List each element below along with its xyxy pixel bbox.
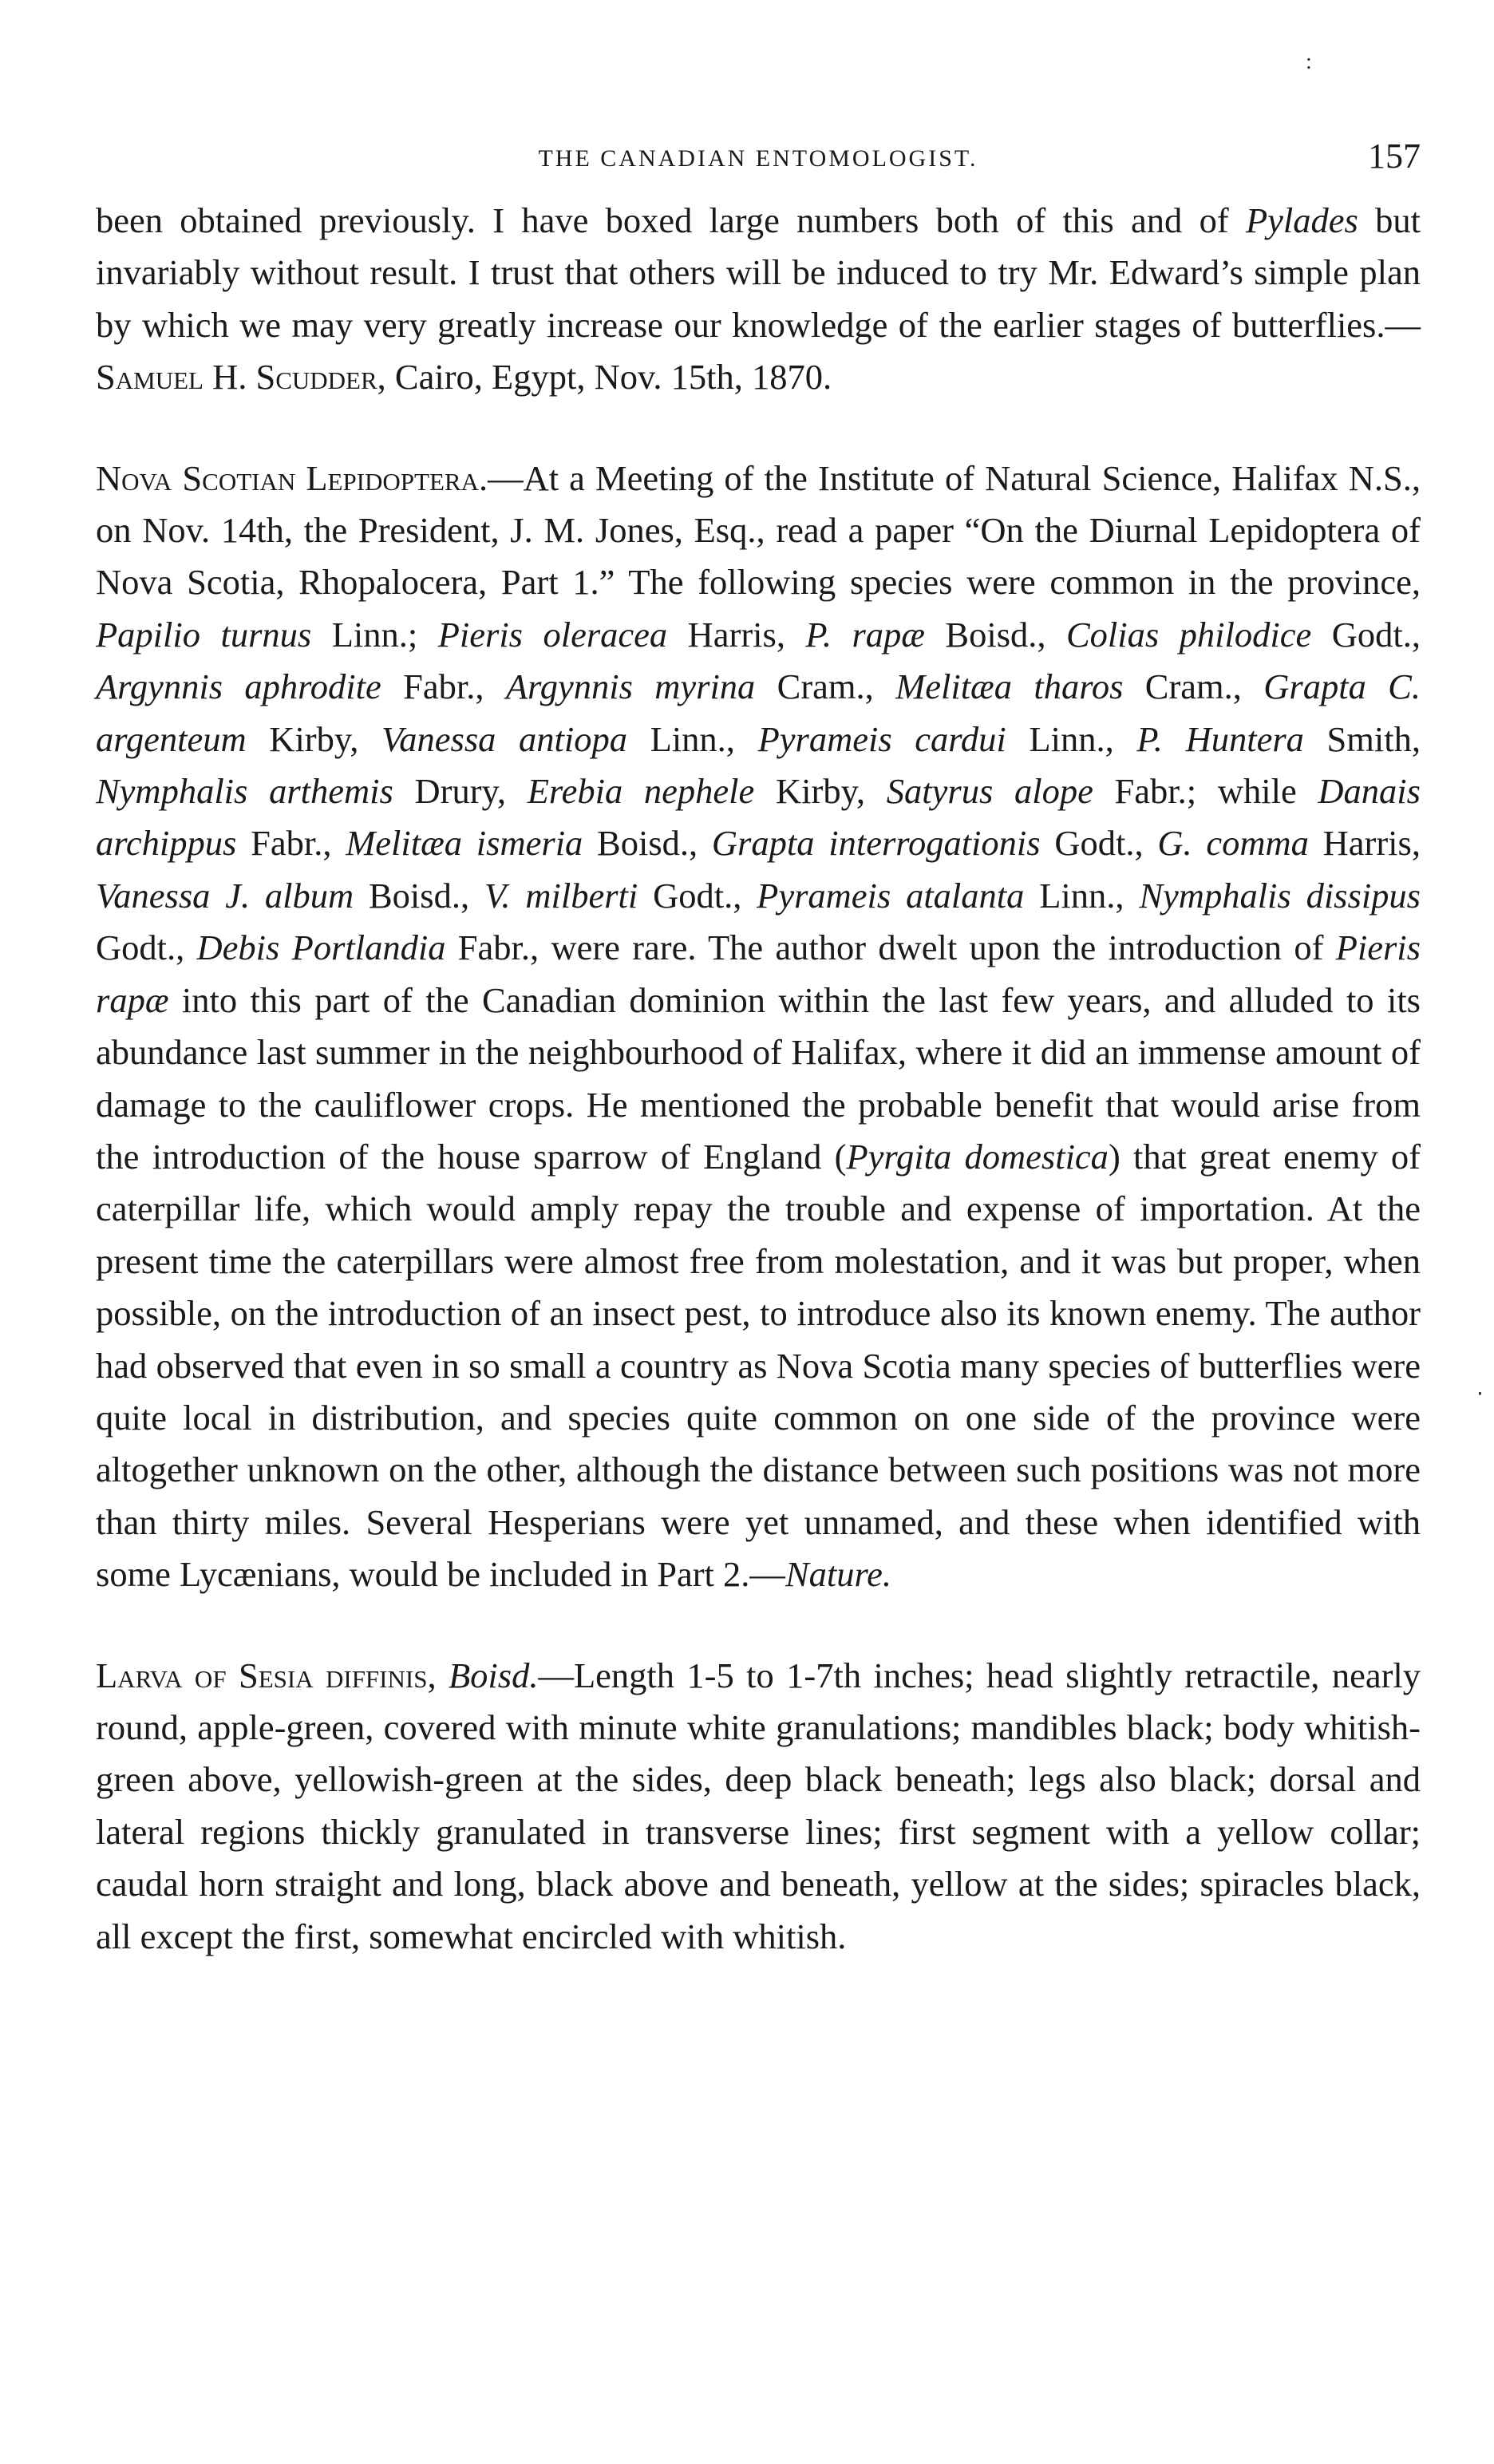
paragraph-larva-sesia-diffinis [96, 1650, 1421, 1963]
species-name: Erebia nephele [527, 771, 755, 812]
paragraph-scudder-note [96, 195, 1421, 404]
text-run: Kirby, [754, 771, 887, 812]
text-run: Kirby, [246, 718, 381, 759]
page-number: 157 [1368, 136, 1421, 176]
author-signature: Samuel H. Scudder [96, 357, 377, 397]
text-run: into this part of the Canadian dominion within the last few years, and alluded to its abundance last summer in the neighbourhood of Halifax, where it did an immense amount of damage to the cauliflower crops. He mentioned the probable benefit that would arise from the introduction of the house sparrow of England ( [96, 979, 1421, 1177]
text-run: Drury, [393, 771, 528, 812]
species-name: Pieris oleracea [437, 614, 668, 655]
source-citation: Nature. [785, 1554, 892, 1595]
text-run: —Length 1-5 to 1-7th inches; head slightly retractile, nearly round, apple-green, covered with minute white granulations; mandibles black; body whitish-green above, yellowish-green at the sides, deep black beneath; legs also black; dorsal and lateral regions thickly granulated in transverse lines; first segment with a yellow collar; caudal horn straight and long, black above and beneath, yellow at the sides; spiracles black, all except the first, somewhat encircled with whitish. [96, 1655, 1421, 1956]
species-name: Debis Portlandia [196, 927, 446, 968]
page [96, 128, 1421, 1963]
species-name: P. Huntera [1136, 718, 1304, 759]
running-title: THE CANADIAN ENTOMOLOGIST. [538, 145, 978, 172]
species-name: Melitæa ismeria [346, 823, 583, 864]
species-name: Papilio turnus [96, 614, 312, 655]
species-name: Pyrameis atalanta [757, 875, 1025, 916]
text-run: Fabr.; while [1093, 771, 1318, 812]
text-run: but invariably without result. I trust that others will be induced to try Mr. Edward’s simple plan by which we may very greatly increase our knowledge of the earlier stages of butterflies.— [96, 200, 1421, 345]
text-run: Boisd., [924, 614, 1066, 655]
text-run: Godt., [638, 875, 757, 916]
section-heading: Nova Scotian Lepidoptera [96, 457, 479, 498]
species-name: Grapta interrogationis [711, 823, 1041, 864]
species-name: V. milberti [484, 875, 638, 916]
text-run: Harris, [667, 614, 806, 655]
section-heading: Larva of Sesia diffinis [96, 1655, 428, 1695]
species-name: Colias philodice [1066, 614, 1312, 655]
species-name: Danais archippus [96, 771, 1421, 864]
text-run: Godt., [1040, 823, 1158, 864]
species-name: Grapta C. argenteum [96, 666, 1421, 759]
text-run: ) that great enemy of caterpillar life, which would amply repay the trouble and expense of importation. At the present time the caterpillars were almost free from molestation, and it was but proper, when possible, on the introduction of an insect pest, to introduce also its known enemy. The author had observed that even in so small a country as Nova Scotia many species of butterflies were quite local in distribution, and species quite common on one side of the province were altogether unknown on the other, although the distance between such positions was not more than thirty miles. Several Hesperians were yet unnamed, and these when identified with some Lycænians, would be included in Part 2.— [96, 1136, 1421, 1595]
species-name: Pieris rapæ [96, 927, 1421, 1020]
margin-mark: ‧ [1476, 1382, 1484, 1407]
text-run: Harris, [1308, 823, 1421, 864]
text-run: Fabr., were rare. The author dwelt upon the introduction of [445, 927, 1336, 968]
text-run: Cram., [1123, 666, 1264, 707]
species-name: Pyrgita domestica [846, 1136, 1109, 1177]
text-run: Linn., [1006, 718, 1137, 759]
text-run: .—At a Meeting of the Institute of Natural Science, Halifax N.S., on Nov. 14th, the President, J. M. Jones, Esq., read a paper “On the Diurnal Lepidoptera of Nova Scotia, Rhopalocera, Part 1.” The following species were common in the province, [96, 457, 1421, 603]
species-name: Argynnis myrina [505, 666, 756, 707]
species-name: Vanessa J. album [96, 875, 354, 916]
species-name: Nymphalis arthemis [96, 771, 393, 812]
text-run: Fabr., [236, 823, 346, 864]
text-run: Fabr., [381, 666, 506, 707]
paragraph-nova-scotian-lepidoptera [96, 453, 1421, 1601]
page-header [96, 128, 1421, 192]
species-name: Pyrameis cardui [757, 718, 1006, 759]
text-run: , Cairo, Egypt, Nov. 15th, 1870. [377, 357, 832, 397]
species-name: G. comma [1157, 823, 1309, 864]
text-run: Linn.; [311, 614, 438, 655]
species-name: Argynnis aphrodite [96, 666, 381, 707]
text-run: , [427, 1655, 449, 1695]
text-run: Linn., [1024, 875, 1140, 916]
text-run: Smith, [1303, 718, 1421, 759]
text-run: Godt., [96, 927, 197, 968]
margin-mark: : [1306, 49, 1312, 74]
species-name: Satyrus alope [886, 771, 1093, 812]
text-run: Boisd., [354, 875, 484, 916]
text-run: Godt., [1311, 614, 1421, 655]
species-name: P. rapæ [805, 614, 925, 655]
text-run: Linn., [627, 718, 758, 759]
author-abbreviation: Boisd. [448, 1655, 539, 1695]
text-run: been obtained previously. I have boxed large numbers both of this and of [96, 200, 1246, 240]
species-name: Melitæa tharos [895, 666, 1124, 707]
species-name: Vanessa antiopa [381, 718, 627, 759]
species-name: Pylades [1245, 200, 1358, 240]
text-run: Boisd., [583, 823, 712, 864]
text-run: Cram., [755, 666, 896, 707]
species-name: Nymphalis dissipus [1139, 875, 1421, 916]
